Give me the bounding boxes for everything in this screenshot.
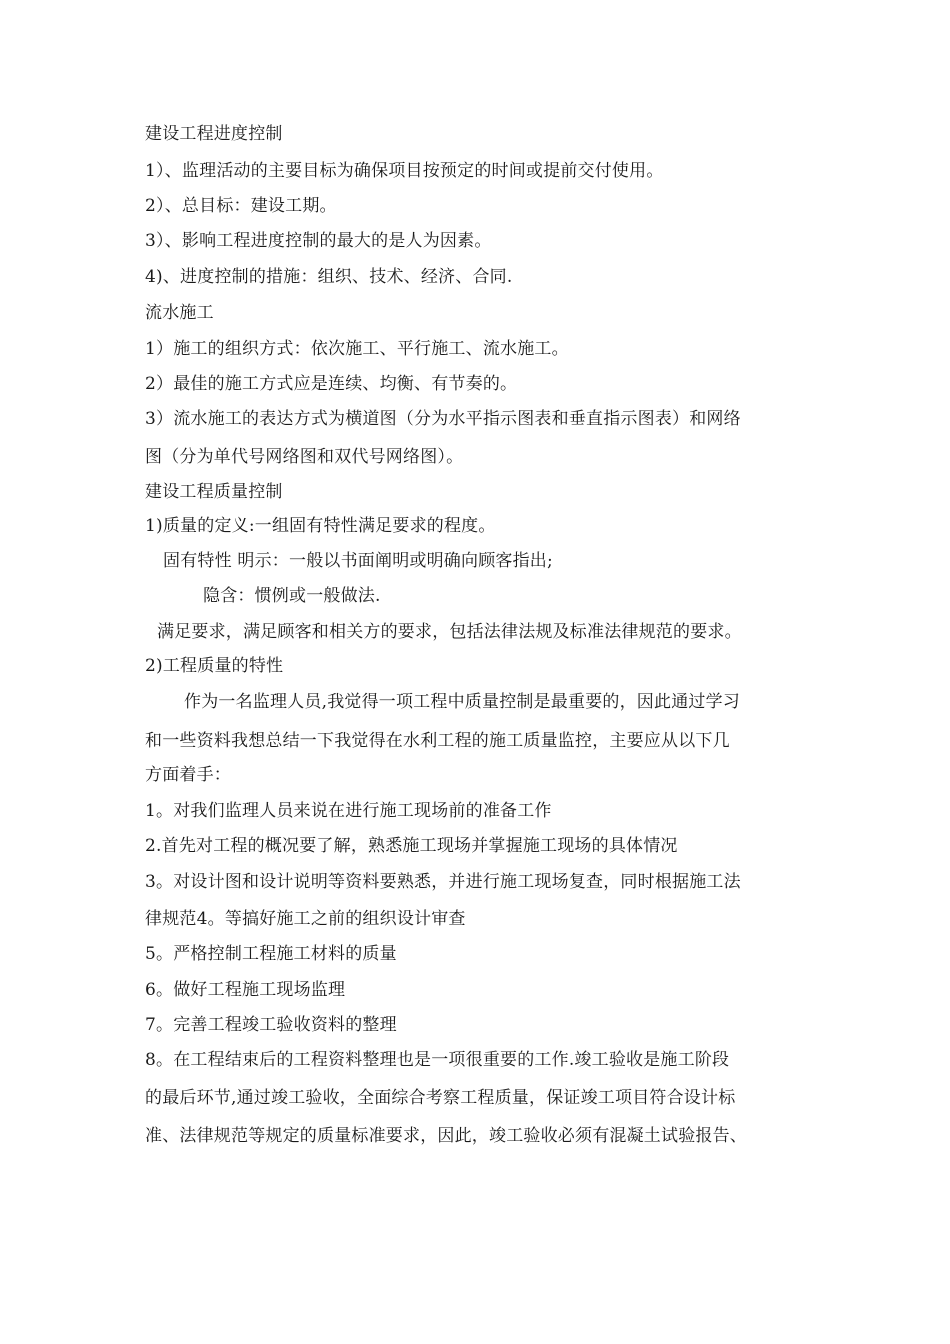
text-line: 2）最佳的施工方式应是连续、均衡、有节奏的。 xyxy=(145,374,518,394)
text-line: 的最后环节,通过竣工验收，全面综合考察工程质量，保证竣工项目符合设计标 xyxy=(145,1088,736,1108)
text-line: 1）施工的组织方式：依次施工、平行施工、流水施工。 xyxy=(145,339,569,359)
text-line: 3。对设计图和设计说明等资料要熟悉，并进行施工现场复查，同时根据施工法 xyxy=(145,872,741,892)
text-line: 和一些资料我想总结一下我觉得在水利工程的施工质量监控，主要应从以下几 xyxy=(145,731,730,751)
text-line: 2）、总目标：建设工期。 xyxy=(145,196,337,216)
text-line: 律规范4。等搞好施工之前的组织设计审查 xyxy=(145,909,466,929)
heading-flow-construction: 流水施工 xyxy=(145,303,214,323)
text-line: 8。在工程结束后的工程资料整理也是一项很重要的工作.竣工验收是施工阶段 xyxy=(145,1050,730,1070)
heading-progress-control: 建设工程进度控制 xyxy=(145,124,283,144)
text-line: 图（分为单代号网络图和双代号网络图）。 xyxy=(145,447,464,467)
text-line: 4)、进度控制的措施：组织、技术、经济、合同. xyxy=(145,267,513,287)
text-line: 2.首先对工程的概况要了解，熟悉施工现场并掌握施工现场的具体情况 xyxy=(145,836,678,856)
text-line: 隐含：惯例或一般做法. xyxy=(203,586,381,606)
text-line: 1）、监理活动的主要目标为确保项目按预定的时间或提前交付使用。 xyxy=(145,161,664,181)
text-line: 方面着手： xyxy=(145,765,231,785)
heading-quality-control: 建设工程质量控制 xyxy=(145,482,283,502)
text-line: 满足要求，满足顾客和相关方的要求，包括法律法规及标准法律规范的要求。 xyxy=(157,622,742,642)
text-line: 2)工程质量的特性 xyxy=(145,656,284,676)
text-line: 准、法律规范等规定的质量标准要求，因此，竣工验收必须有混凝土试验报告、 xyxy=(145,1126,747,1146)
text-line: 3）流水施工的表达方式为横道图（分为水平指示图表和垂直指示图表）和网络 xyxy=(145,409,741,429)
text-line: 3）、影响工程进度控制的最大的是人为因素。 xyxy=(145,231,492,251)
text-line: 6。做好工程施工现场监理 xyxy=(145,980,346,1000)
text-line: 固有特性 明示：一般以书面阐明或明确向顾客指出; xyxy=(163,551,553,571)
text-line: 5。严格控制工程施工材料的质量 xyxy=(145,944,397,964)
text-line: 作为一名监理人员,我觉得一项工程中质量控制是最重要的，因此通过学习 xyxy=(184,692,741,712)
text-line: 7。完善工程竣工验收资料的整理 xyxy=(145,1015,397,1035)
text-line: 1)质量的定义:一组固有特性满足要求的程度。 xyxy=(145,516,496,536)
text-line: 1。对我们监理人员来说在进行施工现场前的准备工作 xyxy=(145,801,552,821)
